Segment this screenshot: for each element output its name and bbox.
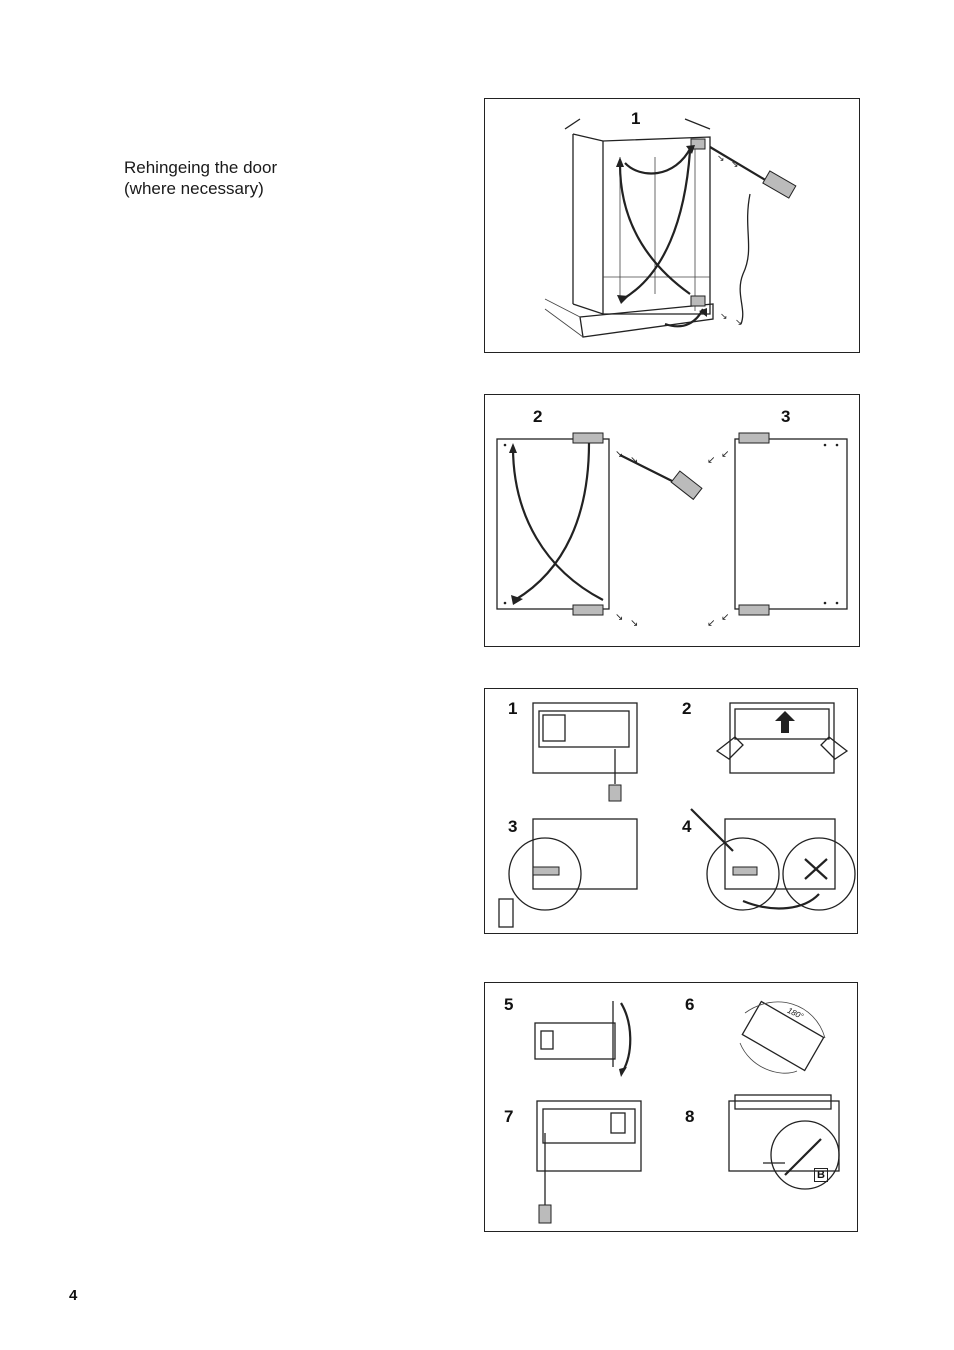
- figure-3-label: 3: [781, 407, 791, 426]
- steps-5-8-illustration: [485, 983, 857, 1231]
- svg-text:↙: ↙: [707, 455, 716, 466]
- svg-text:↘: ↘: [731, 159, 739, 169]
- svg-text:↘: ↘: [720, 311, 728, 321]
- steps-1-4-illustration: [485, 689, 857, 933]
- figure-cabinet-hinge-swap: [484, 98, 860, 353]
- figure-2-label: 2: [533, 407, 543, 426]
- page-number: 4: [69, 1287, 78, 1304]
- figure-steps-1-4: [484, 688, 858, 934]
- figure-door-hinge-swap: [484, 394, 860, 647]
- svg-text:↘: ↘: [630, 618, 639, 629]
- svg-text:↘: ↘: [615, 612, 624, 623]
- heading-line-1: Rehingeing the door: [124, 158, 278, 177]
- figure-1-label: 1: [631, 109, 641, 128]
- marker-b-label: B: [814, 1168, 828, 1182]
- section-heading: [124, 157, 277, 199]
- svg-text:↙: ↙: [721, 449, 730, 460]
- svg-text:↘: ↘: [615, 449, 624, 460]
- svg-text:↙: ↙: [721, 612, 730, 623]
- step-7-label: 7: [504, 1107, 514, 1126]
- svg-text:↘: ↘: [630, 455, 639, 466]
- step-1-label: 1: [508, 699, 518, 718]
- step-4-label: 4: [682, 817, 692, 836]
- door-hinge-illustration: [485, 395, 859, 646]
- step-3-label: 3: [508, 817, 518, 836]
- step-8-label: 8: [685, 1107, 695, 1126]
- svg-text:↘: ↘: [717, 153, 725, 163]
- svg-text:↙: ↙: [707, 618, 716, 629]
- rotation-angle-label: 180°: [785, 1005, 805, 1022]
- figure-steps-5-8: [484, 982, 858, 1232]
- cabinet-illustration: [485, 99, 859, 352]
- step-5-label: 5: [504, 995, 514, 1014]
- svg-text:↘: ↘: [735, 317, 743, 327]
- step-2-label: 2: [682, 699, 692, 718]
- step-6-label: 6: [685, 995, 695, 1014]
- heading-line-2: (where necessary): [124, 179, 264, 198]
